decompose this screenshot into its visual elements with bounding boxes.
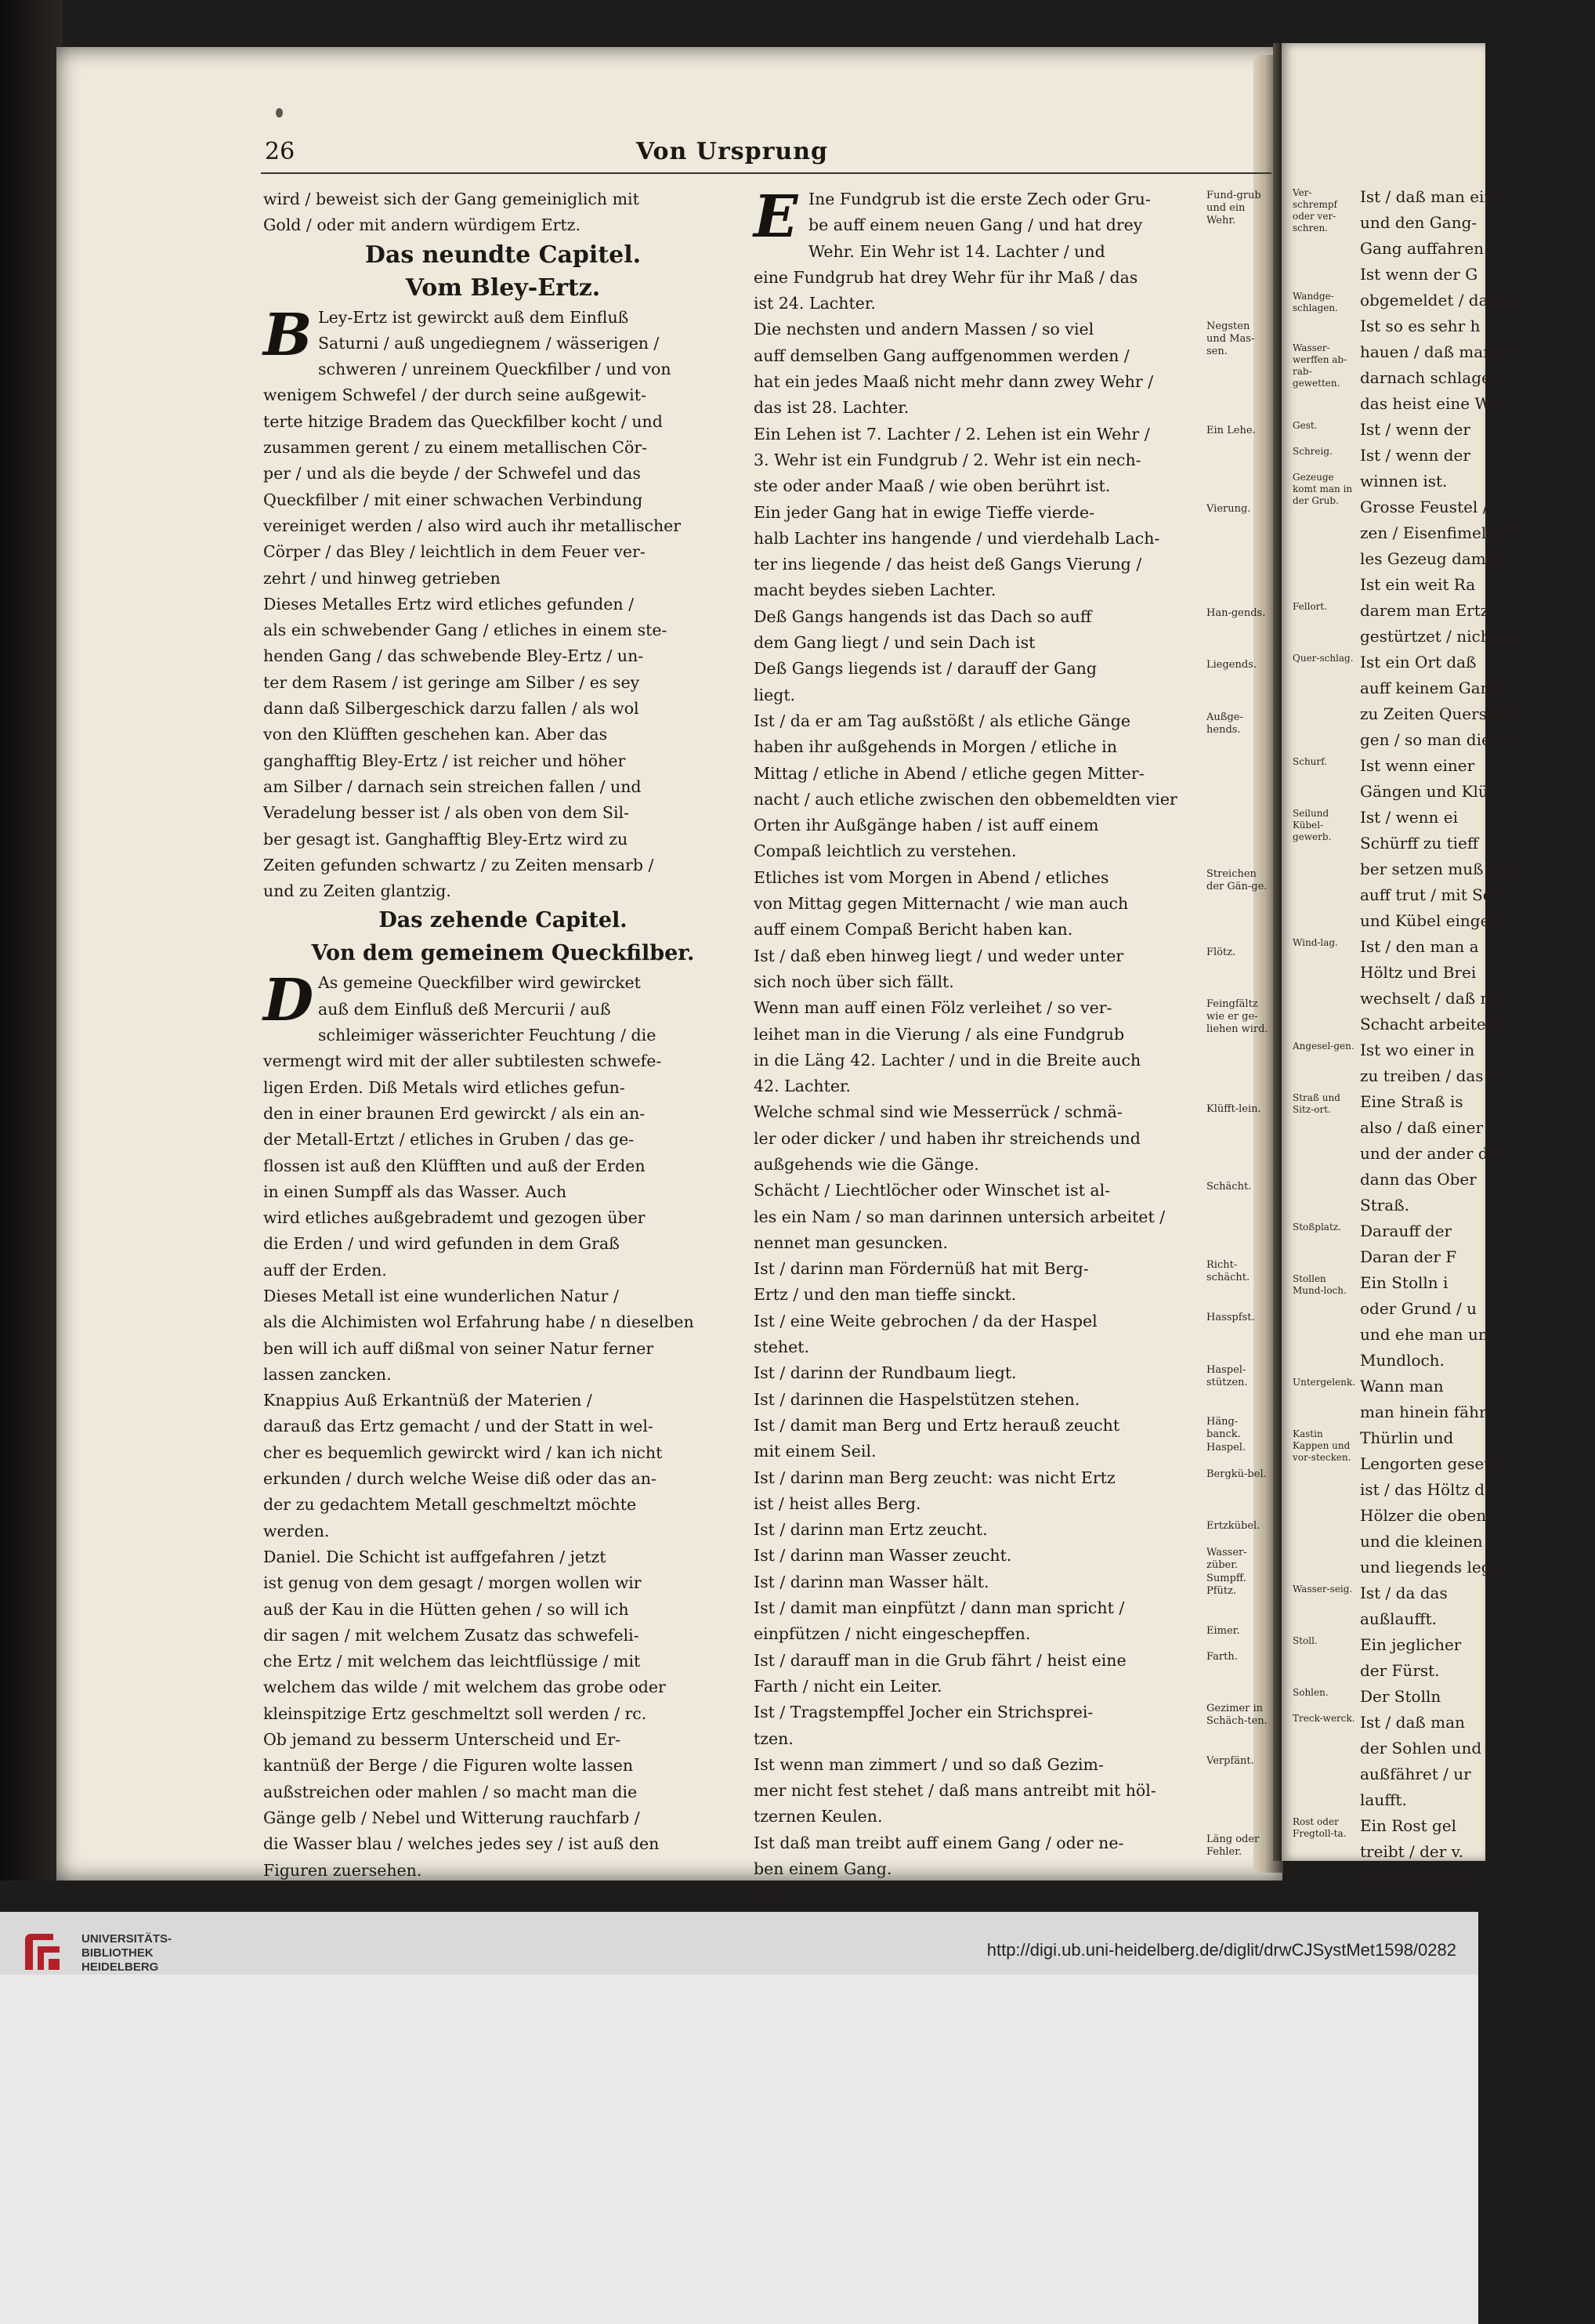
text-line: che Ertz / mit welchem das leichtflüssige / mit <box>263 1652 641 1671</box>
text-line: Hölzer die oben <box>1360 1506 1487 1525</box>
text-line: Queckfilber / mit einer schwachen Verbindung <box>263 490 643 509</box>
text-line: ist / heist alles Berg. <box>754 1493 921 1513</box>
text-line: stehet. <box>754 1338 809 1357</box>
text-line: vermengt wird mit der aller subtilesten schwefe- <box>263 1052 662 1071</box>
text-line: Ist / wenn der <box>1360 420 1470 439</box>
chapter9-body <box>263 301 743 905</box>
margin-note: Wandge-schlagen. <box>1293 291 1338 313</box>
text-line: Die nechsten und andern Massen / so viel <box>754 320 1094 339</box>
text-line: zen / Eisenfimel / F <box>1360 523 1513 542</box>
text-line: ber setzen muß / un <box>1360 860 1519 878</box>
margin-note: Schächt. <box>1206 1181 1252 1193</box>
library-name-line: UNIVERSITÄTS- <box>81 1932 172 1946</box>
margin-note: Kastin Kappen und vor-stecken. <box>1293 1428 1351 1463</box>
text-line: Ist / daß man ein <box>1360 187 1495 206</box>
margin-note: Bergkü-bel. <box>1206 1468 1267 1480</box>
text-line: Ist / darinn man Ertz zeucht. <box>754 1520 988 1540</box>
dropcap: E <box>754 183 798 251</box>
facing-page <box>1282 43 1521 1887</box>
text-line: cher es bequemlich gewirckt wird / kan ich nicht <box>263 1443 663 1462</box>
text-line: winnen ist. <box>1360 472 1448 491</box>
margin-note: Rost oder Fregtoll-ta. <box>1293 1816 1347 1839</box>
text-line: tzernen Keulen. <box>754 1807 883 1826</box>
margin-note: Ein Lehe. <box>1206 424 1256 436</box>
text-line: liegt. <box>754 685 796 704</box>
text-line: ist / das Höltz d <box>1360 1480 1485 1499</box>
text-line: vereiniget werden / also wird auch ihr metallischer <box>263 516 682 535</box>
margin-note: Gest. <box>1293 420 1318 431</box>
text-line: Ein Rost gel <box>1360 1816 1457 1835</box>
text-line: darnach schlagen <box>1360 368 1501 387</box>
text-line: Gängen und Klü <box>1360 782 1488 801</box>
text-line: ist genug von dem gesagt / morgen wollen wir <box>263 1573 642 1593</box>
text-line: Höltz und Brei <box>1360 963 1477 982</box>
text-line: Zeiten gefunden schwartz / zu Zeiten mensarb / <box>263 855 654 874</box>
text-line: man hinein fähr <box>1360 1403 1487 1421</box>
text-line: laufft. <box>1360 1790 1407 1809</box>
text-line: Compaß leichtlich zu verstehen. <box>754 842 1017 861</box>
text-line: Ein jeglicher <box>1360 1635 1462 1654</box>
text-line: Wehr. Ein Wehr ist 14. Lachter / und <box>808 241 1105 261</box>
text-line: Mittag / etliche in Abend / etliche gegen Mitter- <box>754 763 1145 783</box>
text-line: die Wasser blau / welches jedes sey / ist auß den <box>263 1834 660 1854</box>
margin-note: Hasspfst. <box>1206 1311 1255 1323</box>
margin-note: Haspel-stützen. <box>1206 1363 1248 1388</box>
margin-note: Wasser-seig. <box>1293 1584 1353 1595</box>
text-line: nacht / auch etliche zwischen den obbemeldten vier <box>754 789 1177 809</box>
margin-note: Treck-werck. <box>1293 1713 1355 1724</box>
left-column <box>263 186 743 1884</box>
running-title: Von Ursprung <box>636 138 829 165</box>
text-line: Veradelung besser ist / als oben von dem Sil- <box>263 803 629 823</box>
chapter9-subheading: Vom Bley-Ertz. <box>405 273 601 302</box>
text-line: gen / so man die ha <box>1360 730 1515 749</box>
margin-note: Straß und Sitz-ort. <box>1293 1092 1340 1115</box>
text-line: auff keinem Gang <box>1360 679 1501 697</box>
margin-note: Schreig. <box>1293 446 1333 457</box>
margin-note: Feingfältz wie er ge-liehen wird. <box>1206 998 1268 1036</box>
text-line: Ist / darinn der Rundbaum liegt. <box>754 1363 1017 1383</box>
text-line: Ist / darinn man Berg zeucht: was nicht Ertz <box>754 1468 1116 1487</box>
text-line: Daniel. Die Schicht ist auffgefahren / jetzt <box>263 1547 606 1566</box>
text-line: Mundloch. <box>1360 1351 1445 1370</box>
text-line: kleinspitzige Ertz geschmeltzt soll werden / rc. <box>263 1703 647 1723</box>
text-line: auß der Kau in die Hütten gehen / so will ich <box>263 1599 629 1619</box>
page-number: 26 <box>265 138 295 165</box>
right-body <box>754 183 1200 1909</box>
text-line: dem Gang liegt / und sein Dach ist <box>754 633 1036 653</box>
text-line: ben einem Gang. <box>754 1859 892 1878</box>
margin-note: Vierung. <box>1206 502 1251 515</box>
text-line: 3. Wehr ist ein Fundgrub / 2. Wehr ist ein nech- <box>754 450 1141 469</box>
margin-note: Gezimer in Schäch-ten. <box>1206 1703 1268 1728</box>
margin-note: Schurf. <box>1293 756 1327 767</box>
text-line: Ist / wenn ei <box>1360 808 1458 827</box>
margin-note: Richt-schächt. <box>1206 1259 1250 1284</box>
text-line: Ist / <box>754 1885 786 1905</box>
text-line: henden Gang / das schwebende Bley-Ertz / un- <box>263 646 644 666</box>
margin-note: Ver-schrempf oder ver-schren. <box>1293 187 1337 233</box>
text-line: auff der Erden. <box>263 1260 387 1280</box>
margin-note: Fellort. <box>1293 601 1328 612</box>
text-line: haben ihr außgehends in Morgen / etliche in <box>754 737 1117 757</box>
text-line: auff einem Compaß Bericht haben kan. <box>754 920 1073 939</box>
text-line: Schächt / Liechtlöcher oder Winschet ist al- <box>754 1181 1111 1200</box>
text-line: Darauff der <box>1360 1222 1452 1240</box>
text-line: mit einem Seil. <box>754 1442 877 1461</box>
margin-note: Untergelenk. <box>1293 1377 1356 1388</box>
text-line: Grosse Feustel / <box>1360 498 1488 516</box>
text-line: Ist wenn einer <box>1360 756 1475 775</box>
text-line: und ehe man un <box>1360 1325 1488 1344</box>
text-line: dann das Ober <box>1360 1170 1477 1189</box>
text-line: gestürtzet / nicht ge <box>1360 627 1521 646</box>
margin-note: Eimer. <box>1206 1624 1240 1637</box>
dropcap: D <box>263 967 314 1035</box>
text-line: ben will ich auff dißmal von seiner Natur ferner <box>263 1338 654 1358</box>
chapter10-subheading: Von dem gemeinem Queckfilber. <box>311 941 695 966</box>
margin-note: Läng oder Fehler. <box>1206 1833 1260 1858</box>
text-line: Ist / damit man einpfützt / dann man spricht / <box>754 1598 1125 1618</box>
text-line: eine Fundgrub hat drey Wehr für ihr Maß / das <box>754 267 1138 287</box>
text-line: wird / beweist sich der Gang gemeiniglich mit <box>263 190 639 208</box>
text-line: Ist / daß man <box>1360 1713 1465 1732</box>
text-line: Ist daß man treibt auff einem Gang / oder ne- <box>754 1833 1124 1852</box>
right-column <box>754 183 1200 1909</box>
text-line: außgehends wie die Gänge. <box>754 1154 979 1174</box>
text-line: Ist so es sehr h <box>1360 317 1481 335</box>
text-line: Ist wo einer in <box>1360 1041 1475 1059</box>
text-line: hauen / daß man P <box>1360 342 1509 361</box>
text-line: wechselt / daß ma <box>1360 989 1505 1008</box>
library-name <box>81 1932 172 1975</box>
text-line: Ley-Ertz ist gewirckt auß dem Einfluß <box>318 307 629 327</box>
text-line: Deß Gangs liegends ist / darauff der Gang <box>754 659 1097 679</box>
text-line: Ist ein weit Ra <box>1360 575 1476 594</box>
text-line: ste oder ander Maaß / wie oben berührt ist. <box>754 476 1111 496</box>
margin-note: Sohlen. <box>1293 1687 1329 1698</box>
margin-note: Stoll. <box>1293 1635 1318 1646</box>
margin-note: Ertzkübel. <box>1206 1520 1260 1533</box>
text-line: ligen Erden. Diß Metals wird etliches gefun- <box>263 1077 625 1097</box>
margin-note: Flötz. <box>1206 946 1236 958</box>
text-line: und zu Zeiten glantzig. <box>263 881 451 901</box>
text-line: erkunden / durch welche Weise diß oder das an- <box>263 1469 656 1489</box>
text-line: und liegends leg <box>1360 1558 1492 1576</box>
margin-note: Han-gends. <box>1206 606 1266 619</box>
text-line: Ist / darinn man Wasser hält. <box>754 1572 989 1591</box>
text-line: Ist / da das <box>1360 1584 1448 1602</box>
text-line: Saturni / auß ungediegnem / wässerigen / <box>318 333 660 353</box>
text-line: Wenn man auff einen Fölz verleihet / so ver- <box>754 998 1112 1018</box>
margin-note: Liegends. <box>1206 659 1257 671</box>
text-line: Wann man <box>1360 1377 1444 1395</box>
text-line: mer nicht fest stehet / daß mans antreibt mit höl- <box>754 1781 1156 1801</box>
library-name-line: BIBLIOTHEK <box>81 1946 154 1960</box>
text-line: ter ins liegende / das heist deß Gangs Vierung / <box>754 555 1142 574</box>
text-line: in die Läng 42. Lachter / und in die Breite auch <box>754 1050 1141 1070</box>
text-line: hat ein jedes Maaß nicht mehr dann zwey Wehr / <box>754 372 1154 392</box>
text-line: Ob jemand zu besserm Unterscheid und Er- <box>263 1730 621 1750</box>
text-line: Lengorten gesetz <box>1360 1454 1499 1473</box>
text-line: lassen zancken. <box>263 1364 392 1384</box>
text-line: und Kübel einger <box>1360 911 1498 930</box>
text-line: ganghafftig Bley-Ertz / ist reicher und höher <box>263 751 626 770</box>
text-line: die Erden / und wird gefunden in dem Graß <box>263 1234 620 1254</box>
margin-note: Quer-schlag. <box>1293 653 1354 664</box>
text-line: Gold / oder mit andern würdigem Ertz. <box>263 215 580 235</box>
text-line: Ertz / und den man tieffe sinckt. <box>754 1285 1017 1305</box>
text-line: Ist / den man a <box>1360 937 1479 956</box>
text-line: Ein Stolln i <box>1360 1273 1449 1292</box>
text-line: darem man Ertz <box>1360 601 1489 620</box>
text-line: leihet man in die Vierung / als eine Fundgrub <box>754 1024 1125 1044</box>
viewer-footer-bottom <box>0 1975 1478 2324</box>
text-line: außfähret / ur <box>1360 1765 1471 1783</box>
margin-note: Fund-grub und ein Wehr. <box>1206 190 1261 226</box>
text-line: les ein Nam / so man darinnen untersich arbeitet / <box>754 1207 1166 1226</box>
text-line: Etliches ist vom Morgen in Abend / etliches <box>754 867 1109 887</box>
margin-note: Stoßplatz. <box>1293 1222 1341 1233</box>
margin-note: Außge-hends. <box>1206 711 1243 736</box>
text-line: Welche schmal sind wie Messerrück / schmä- <box>754 1102 1123 1122</box>
text-line: das heist eine Wa <box>1360 394 1499 413</box>
text-line: Schürff zu tieff <box>1360 834 1479 852</box>
intro-text <box>263 186 743 239</box>
text-line: Deß Gangs hangends ist das Dach so auff <box>754 606 1092 626</box>
text-line: be auff einem neuen Gang / und hat drey <box>808 215 1143 235</box>
text-line: der Sohlen und <box>1360 1739 1482 1757</box>
margin-note: Streichen der Gän-ge. <box>1206 867 1268 892</box>
margin-note: Seilund Kübel-gewerb. <box>1293 808 1332 842</box>
text-line: Ist / Tragstempffel Jocher ein Strichsprei- <box>754 1703 1094 1722</box>
scanner-backdrop <box>0 0 63 1881</box>
margin-note: Wasser-züber. <box>1206 1546 1247 1571</box>
text-line: das ist 28. Lachter. <box>754 398 910 418</box>
text-line: Dieses Metall ist eine wunderlichen Natur / <box>263 1286 619 1305</box>
library-logo-icon <box>19 1929 66 1976</box>
text-line: zu treiben / das h <box>1360 1066 1499 1085</box>
text-line: les Gezeug damit <box>1360 549 1498 568</box>
text-line: schweren / unreinem Queckfilber / und von <box>318 360 671 379</box>
margin-note: Negsten und Mas-sen. <box>1206 320 1255 357</box>
text-line: tzen. <box>754 1729 794 1748</box>
text-line: Ist / darinnen die Haspelstützen stehen. <box>754 1389 1080 1409</box>
text-line: As gemeine Queckfilber wird gewircket <box>318 973 641 993</box>
margin-note: Wind-lag. <box>1293 937 1338 948</box>
text-line: werden. <box>263 1521 330 1540</box>
margin-note: Verpfänt. <box>1206 1755 1254 1767</box>
text-line: Ist ein Ort daß <box>1360 653 1477 671</box>
text-line: Straß. <box>1360 1196 1409 1214</box>
text-line: wenigem Schwefel / der durch seine außgewit- <box>263 386 646 405</box>
text-line: 42. Lachter. <box>754 1077 852 1096</box>
text-line: Ist wenn der G <box>1360 265 1478 284</box>
text-line: in einen Sumpff als das Wasser. Auch <box>263 1182 567 1201</box>
text-line: welchem das wilde / mit welchem das grobe oder <box>263 1678 666 1697</box>
text-line: dann daß Silbergeschick darzu fallen / als wol <box>263 699 639 719</box>
chapter9-heading: Das neundte Capitel. <box>364 241 642 269</box>
text-line: Ist / darinn man Wasser zeucht. <box>754 1546 1012 1566</box>
text-line: Ist / damit man Berg und Ertz herauß zeucht <box>754 1415 1120 1435</box>
text-line: Cörper / das Bley / leichtlich in dem Feuer ver- <box>263 542 646 562</box>
text-line: Farth / nicht ein Leiter. <box>754 1676 942 1696</box>
text-line: nennet man gesuncken. <box>754 1233 948 1252</box>
text-line: Thürlin und <box>1360 1428 1454 1447</box>
text-line: der Fürst. <box>1360 1661 1440 1680</box>
text-line: und die kleinen <box>1360 1532 1483 1551</box>
header-rule <box>261 172 1271 174</box>
text-line: als ein schwebender Gang / etliches in einem ste- <box>263 621 667 640</box>
text-line: Ist / da er am Tag außstößt / als etliche Gänge <box>754 711 1130 730</box>
text-line: Ist / wenn der <box>1360 446 1470 465</box>
text-line: Ist wenn man zimmert / und so daß Gezim- <box>754 1754 1104 1774</box>
margin-note: Häng-banck. <box>1206 1416 1241 1441</box>
margin-note: Gezeuge komt man in der Grub. <box>1293 472 1353 506</box>
dropcap: B <box>263 301 313 369</box>
text-line: treibt / der v. <box>1360 1842 1463 1861</box>
text-line: auff demselben Gang auffgenommen werden / <box>754 346 1130 365</box>
text-line: sich noch über sich fällt. <box>754 972 954 991</box>
text-line: Ein Lehen ist 7. Lachter / 2. Lehen ist ein Wehr / <box>754 424 1150 443</box>
text-line: Dieses Metalles Ertz wird etliches gefunden / <box>263 594 635 614</box>
text-line: flossen ist auß den Klüfften und auß der Erden <box>263 1156 646 1175</box>
text-line: also / daß einer <box>1360 1118 1484 1137</box>
text-line: Schacht arbeiten <box>1360 1015 1496 1033</box>
text-line: ter dem Rasem / ist geringe am Silber / es sey <box>263 672 640 692</box>
margin-note: Sumpff. Pfütz. <box>1206 1572 1246 1597</box>
text-line: darauß das Ertz gemacht / und der Statt in wel- <box>263 1417 653 1436</box>
text-line: per / und als die beyde / der Schwefel und das <box>263 464 641 483</box>
text-line: am Silber / darnach sein streichen fallen / und <box>263 776 642 796</box>
text-line: der zu gedachtem Metall geschmeltzt möchte <box>263 1495 637 1515</box>
text-line: Knappius Auß Erkantnüß der Materien / <box>263 1391 592 1410</box>
chapter10-body <box>263 967 743 1883</box>
text-line: Ist / eine Weite gebrochen / da der Haspel <box>754 1311 1098 1330</box>
text-line: auff trut / mit Se <box>1360 885 1492 904</box>
text-line: außstreichen oder mahlen / so macht man die <box>263 1782 638 1801</box>
text-line: Ein jeder Gang hat in ewige Tieffe vierde- <box>754 502 1095 522</box>
ink-spot <box>276 108 283 118</box>
text-line: außlaufft. <box>1360 1609 1437 1628</box>
text-line: Ist / daß eben hinweg liegt / und weder unter <box>754 946 1124 965</box>
text-line: von den Klüfften geschehen kan. Aber das <box>263 725 608 744</box>
text-line: wird etliches außgebrademt und gezogen über <box>263 1208 646 1228</box>
chapter10-heading: Das zehende Capitel. <box>378 908 628 933</box>
text-line: macht beydes sieben Lachter. <box>754 581 996 600</box>
text-line: Ine Fundgrub ist die erste Zech oder Gru- <box>808 190 1151 208</box>
text-line: zusammen gerent / zu einem metallischen Cör- <box>263 438 648 458</box>
text-line: halb Lachter ins hangende / und vierdehalb Lach- <box>754 528 1160 548</box>
text-line: Ist / darinn man Fördernüß hat mit Berg- <box>754 1259 1089 1279</box>
text-line: Eine Straß is <box>1360 1092 1463 1111</box>
text-line: schleimiger wässerichter Feuchtung / die <box>318 1026 656 1045</box>
text-line: Figuren zuersehen. <box>263 1860 422 1880</box>
margin-note: Klüfft-lein. <box>1206 1102 1261 1115</box>
text-line: Der Stolln <box>1360 1687 1441 1706</box>
text-line: obgemeldet / daß n <box>1360 291 1514 310</box>
margin-note: Farth. <box>1206 1650 1238 1663</box>
text-line: als die Alchimisten wol Erfahrung habe / n dieselben <box>263 1312 694 1332</box>
facing-page-text <box>1282 184 1595 1891</box>
text-line: ist 24. Lachter. <box>754 294 876 313</box>
text-line: der Metall-Ertzt / etliches in Gruben / das ge- <box>263 1130 635 1149</box>
text-line: Daran der F <box>1360 1247 1457 1266</box>
text-line: dir sagen / mit welchem Zusatz das schwefeli- <box>263 1625 639 1645</box>
source-url-link[interactable]: http://digi.ub.uni-heidelberg.de/diglit/drwCJSystMet1598/0282 <box>986 1940 1456 1960</box>
library-name-line: HEIDELBERG <box>81 1960 159 1974</box>
text-line: oder Grund / u <box>1360 1299 1477 1318</box>
text-line: zehrt / und hinweg getrieben <box>263 568 501 588</box>
text-line: Gänge gelb / Nebel und Witterung rauchfarb / <box>263 1808 640 1827</box>
margin-note: Stollen Mund-loch. <box>1293 1273 1347 1296</box>
text-line: ber gesagt ist. Ganghafftig Bley-Ertz wird zu <box>263 829 628 849</box>
margin-note: Wasser-werffen ab-rab-gewetten. <box>1293 342 1347 389</box>
text-line: den in einer braunen Erd gewirckt / als ein an- <box>263 1103 646 1123</box>
margin-note: Haspel. <box>1206 1442 1246 1454</box>
text-line: einpfützen / nicht eingeschepffen. <box>754 1624 1031 1644</box>
text-line: Gang auffahren. <box>1360 239 1489 258</box>
text-line: und der ander di <box>1360 1144 1494 1163</box>
text-line: terte hitzige Bradem das Queckfilber kocht / und <box>263 411 663 431</box>
text-line: und den Gang- <box>1360 213 1477 232</box>
text-line: Orten ihr Außgänge haben / ist auff einem <box>754 816 1099 835</box>
margin-note: Angesel-gen. <box>1293 1041 1354 1052</box>
text-line: ler oder dicker / und haben ihr streichends und <box>754 1128 1141 1148</box>
text-line: zu Zeiten Querschl <box>1360 704 1511 723</box>
text-line: auß dem Einfluß deß Mercurii / auß <box>318 999 611 1019</box>
text-line: kantnüß der Berge / die Figuren wolte lassen <box>263 1756 634 1776</box>
text-line: tiefer / biß au <box>1360 1868 1469 1887</box>
text-line: von Mittag gegen Mitternacht / wie man auch <box>754 894 1129 914</box>
text-line: Ist / darauff man in die Grub fährt / heist eine <box>754 1650 1127 1670</box>
